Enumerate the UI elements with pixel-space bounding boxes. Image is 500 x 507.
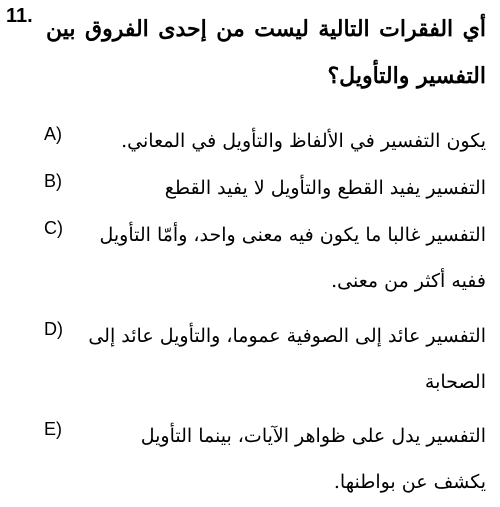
option-text: التفسير غالبا ما يكون فيه معنى واحد، وأمّا التأويل ففيه أكثر من معنى.: [99, 224, 486, 292]
option-letter: D): [44, 319, 63, 339]
option-text: التفسير يدل على ظواهر الآيات، بينما التأويل يكشف عن بواطنها.: [140, 425, 486, 493]
option-c[interactable]: [44, 212, 486, 292]
option-letter: E): [44, 419, 62, 439]
option-letter: A): [44, 124, 62, 144]
question-text: أي الفقرات التالية ليست من إحدى الفروق بين التفسير والتأويل؟: [46, 16, 486, 89]
option-letter: C): [44, 218, 63, 238]
option-text: التفسير يفيد القطع والتأويل لا يفيد القطع: [164, 177, 486, 199]
option-letter: B): [44, 171, 62, 191]
option-text: يكون التفسير في الألفاظ والتأويل في المعاني.: [121, 130, 486, 152]
option-text: التفسير عائد إلى الصوفية عموما، والتأويل عائد إلى الصحابة: [88, 325, 486, 393]
option-d[interactable]: [44, 313, 486, 393]
option-e[interactable]: [44, 413, 486, 493]
question-number: 11.: [6, 5, 33, 27]
